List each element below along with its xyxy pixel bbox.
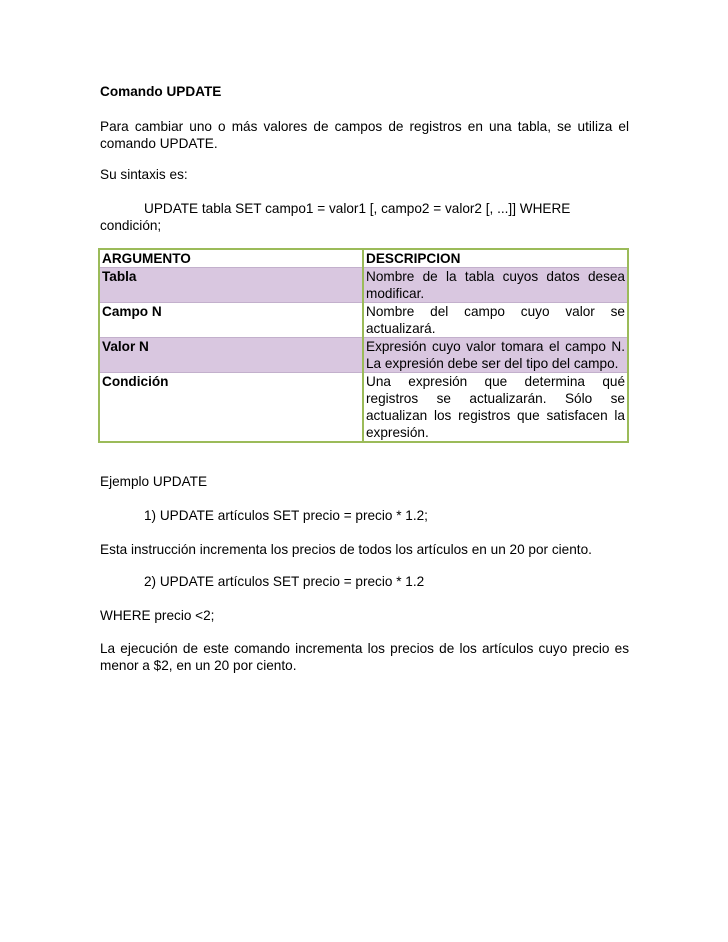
syntax-label: Su sintaxis es:	[100, 167, 188, 182]
example-1-description: Esta instrucción incrementa los precios de todos los artículos en un 20 por ciento.	[100, 542, 592, 557]
table-row	[99, 338, 628, 373]
row-argument: Valor N	[99, 338, 363, 373]
arguments-table	[98, 248, 629, 443]
table-row	[99, 303, 628, 338]
row-description: Nombre de la tabla cuyos datos desea modificar.	[363, 268, 628, 303]
header-descripcion: DESCRIPCION	[363, 249, 628, 268]
table-row	[99, 373, 628, 443]
example-1-code: 1) UPDATE artículos SET precio = precio * 1.2;	[144, 508, 428, 523]
row-description: Expresión cuyo valor tomara el campo N. La expresión debe ser del tipo del campo.	[363, 338, 628, 373]
syntax-statement	[100, 200, 570, 234]
table-header-row	[99, 249, 628, 268]
row-argument: Tabla	[99, 268, 363, 303]
table-row	[99, 268, 628, 303]
intro-paragraph: Para cambiar uno o más valores de campos de registros en una tabla, se utiliza el comando UPDATE.	[100, 119, 629, 151]
example-2-where: WHERE precio <2;	[100, 608, 215, 623]
example-2-code: 2) UPDATE artículos SET precio = precio * 1.2	[144, 574, 425, 589]
row-description: Una expresión que determina qué registros se actualizarán. Sólo se actualizan los registros que satisfacen la expresión.	[363, 373, 628, 443]
header-argumento: ARGUMENTO	[99, 249, 363, 268]
row-argument: Condición	[99, 373, 363, 443]
syntax-line-2: condición;	[100, 218, 162, 233]
section-heading: Comando UPDATE	[100, 84, 222, 99]
syntax-line-1: UPDATE tabla SET campo1 = valor1 [, campo2 = valor2 [, ...]] WHERE	[144, 201, 571, 216]
example-title: Ejemplo UPDATE	[100, 474, 208, 489]
row-description: Nombre del campo cuyo valor se actualizará.	[363, 303, 628, 338]
row-argument: Campo N	[99, 303, 363, 338]
conclusion-paragraph: La ejecución de este comando incrementa los precios de los artículos cuyo precio es menor a $2, en un 20 por ciento.	[100, 641, 629, 673]
